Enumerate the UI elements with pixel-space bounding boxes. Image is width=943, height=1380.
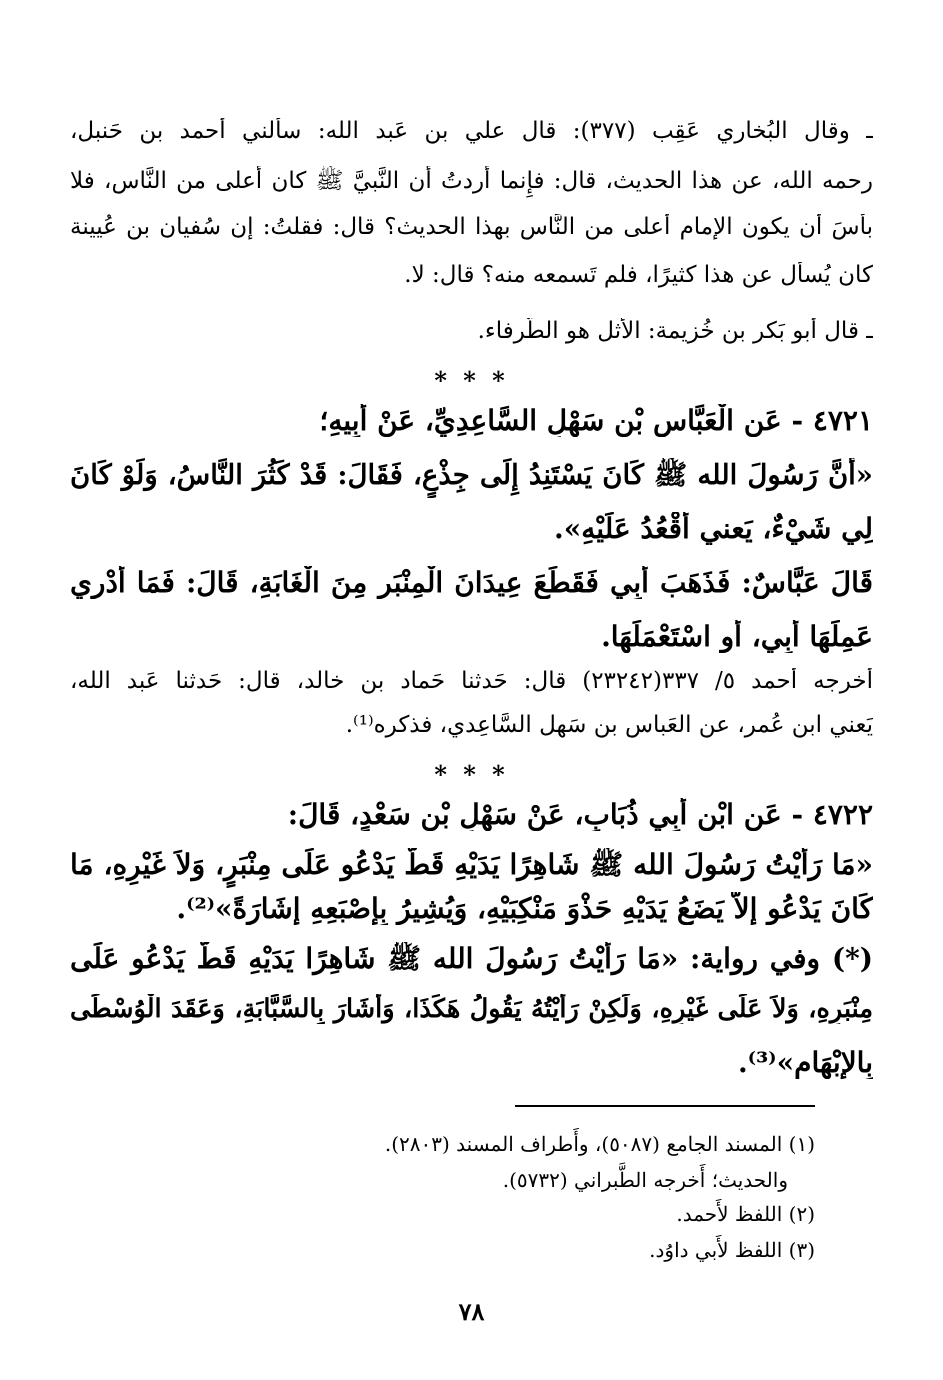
commentary-line: ـ وقال البُخاري عَقِب (٣٧٧): قال علي بن عَبد الله: سأَلني أَحمد بن حَنبل،: [70, 118, 873, 144]
commentary-line: رحمه الله، عن هذا الحديث، قال: فإِنما أَردتُ أَن النَّبيَّ ﷺ كان أَعلى من النَّاس، فلا: [70, 168, 873, 194]
takhrij-line: أَخرجه أَحمد ٥/ ٣٣٧(٢٣٢٤٢) قال: حَدثنا حَماد بن خالد، قال: حَدثنا عَبد الله،: [70, 668, 873, 694]
hadith-variant-line: بِالإِبْهَامِ»⁽³⁾.: [737, 1046, 873, 1079]
hadith-text-line: «مَا رَأَيْتُ رَسُولَ الله ﷺ شَاهِرًا يَدَيْهِ قَطُّ يَدْعُو عَلَى مِنْبَرٍ، وَلاَ غَيْرِهِ، مَا: [70, 848, 873, 881]
commentary-line: بأسَ أَن يكون الإِمام أَعلى من النَّاس بهذا الحديث؟ قال: فقلتُ: إِن سُفيان بن عُيينة: [70, 214, 873, 240]
commentary-line: كان يُسأَل عن هذا كثيرًا، فلم تَسمعه منه؟ قال: لا.: [404, 262, 873, 288]
footnote-rule: [515, 1105, 815, 1107]
hadith-text-line: «أَنَّ رَسُولَ الله ﷺ كَانَ يَسْتَنِدُ إِلَى جِذْعٍ، فَقَالَ: قَدْ كَثُرَ النَّاسُ، وَلَوْ كَانَ: [70, 459, 873, 491]
footnote: (٢) اللفظ لأَحمد.: [676, 1202, 815, 1226]
hadith-variant-line: (*) وفي رواية: «مَا رَأَيْتُ رَسُولَ الله ﷺ شَاهِرًا يَدَيْهِ قَطُّ يَدْعُو عَلَى: [70, 942, 873, 975]
hadith-heading: ٤٧٢٢ - عَنِ ابْنِ أَبِي ذُبَابٍ، عَنْ سَهْلِ بْنِ سَعْدٍ، قَالَ:: [287, 798, 873, 831]
hadith-heading: ٤٧٢١ - عَنِ الْعَبَّاسِ بْنِ سَهْلِ السَّاعِدِيِّ، عَنْ أَبِيهِ؛: [319, 404, 873, 437]
footnote: والحديث؛ أَخرجه الطَّبراني (٥٧٣٢).: [502, 1168, 788, 1192]
page-number: ٧٨: [458, 1297, 485, 1326]
section-separator: * * *: [434, 366, 509, 395]
hadith-variant-line: مِنْبَرِهِ، وَلاَ عَلَى غَيْرِهِ، وَلَكِنْ رَأَيْتُهُ يَقُولُ هَكَذَا، وَأَشَارَ بِالسَّبَّابَةِ، وَعَقَدَ الْوُسْطَى: [70, 994, 873, 1024]
hadith-text-line: قَالَ عَبَّاسٌ: فَذَهَبَ أَبِي فَقَطَعَ عِيدَانَ الْمِنْبَرِ مِنَ الْغَابَةِ، قَالَ: فَمَا أَدْرِي: [70, 566, 873, 599]
commentary-line: ـ قال أَبو بَكر بن خُزيمة: الأَثل هو الطَّرفاء.: [477, 318, 873, 344]
takhrij-line: يَعني ابن عُمر، عن العَباس بن سَهل السَّاعِدي، فذكره⁽¹⁾.: [345, 712, 873, 738]
hadith-text-line: عَمِلَهَا أَبِي، أَوِ اسْتَعْمَلَهَا.: [601, 620, 873, 653]
footnote: (١) المسند الجامع (٥٠٨٧)، وأَطراف المسند (٢٨٠٣).: [384, 1132, 815, 1156]
hadith-text-line: كَانَ يَدْعُو إِلاَّ يَضَعُ يَدَيْهِ حَذْوَ مَنْكِبَيْهِ، وَيُشِيرُ بِإِصْبَعِهِ إِشَارَةً»⁽²⁾.: [176, 892, 873, 925]
footnote: (٣) اللفظ لأَبي داوُد.: [649, 1238, 815, 1262]
hadith-text-line: لِي شَيْءٌ، يَعني أَقْعُدُ عَلَيْهِ».: [553, 512, 873, 545]
section-separator: * * *: [434, 760, 509, 789]
